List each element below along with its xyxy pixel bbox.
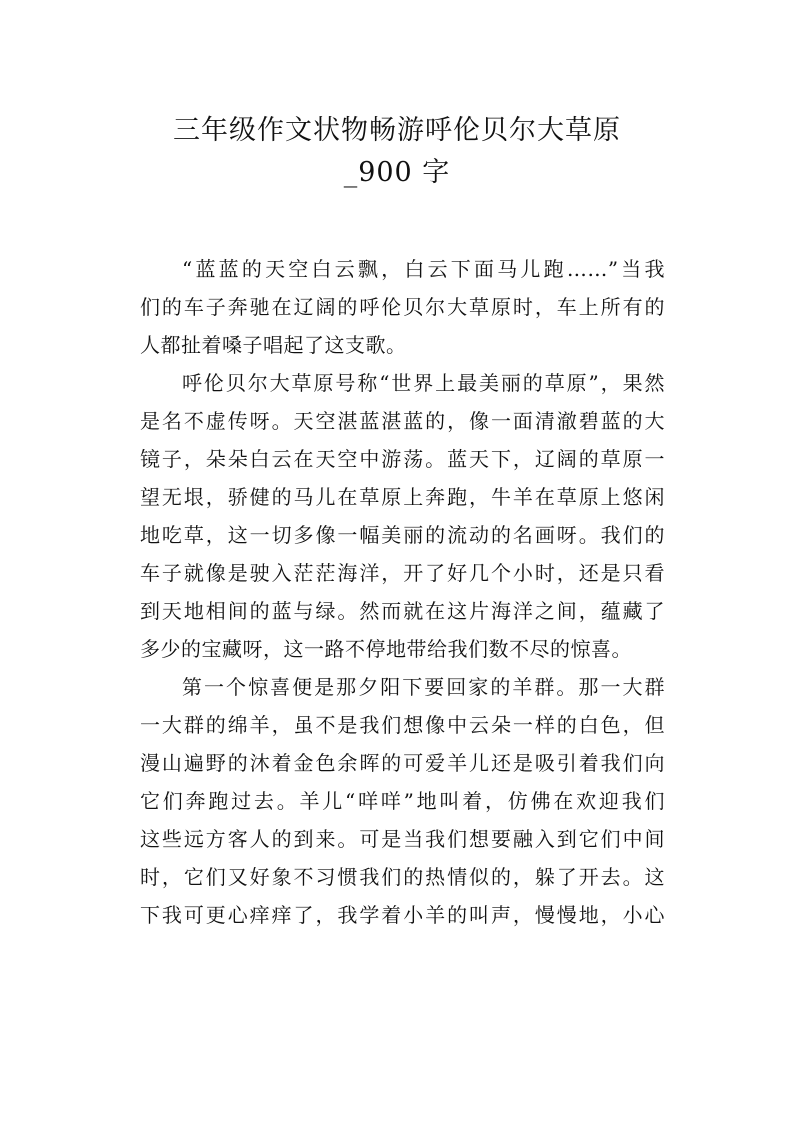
text-line: 到天地相间的蓝与绿。然而就在这片海洋之间，蕴藏了 (140, 599, 665, 623)
text-line: 时，它们又好象不习惯我们的热情似的，躲了开去。这 (140, 865, 665, 889)
text-line: 漫山遍野的沐着金色余晖的可爱羊儿还是吸引着我们向 (140, 751, 665, 775)
title-line-1: 三年级作文状物畅游呼伦贝尔大草原 (173, 115, 621, 146)
text-line: “蓝蓝的天空白云飘，白云下面马儿跑……”当我 (182, 257, 665, 281)
text-line: 下我可更心痒痒了，我学着小羊的叫声，慢慢地，小心 (140, 903, 665, 927)
text-line: 镜子，朵朵白云在天空中游荡。蓝天下，辽阔的草原一 (140, 447, 665, 471)
text-line: 第一个惊喜便是那夕阳下要回家的羊群。那一大群 (182, 675, 665, 699)
text-line: 它们奔跑过去。羊儿“咩咩”地叫着，仿佛在欢迎我们 (140, 789, 665, 813)
text-line: 地吃草，这一切多像一幅美丽的流动的名画呀。我们的 (140, 523, 665, 547)
text-line: 人都扯着嗓子唱起了这支歌。 (140, 333, 407, 357)
text-line: 望无垠，骄健的马儿在草原上奔跑，牛羊在草原上悠闲 (140, 485, 665, 509)
text-line: 们的车子奔驰在辽阔的呼伦贝尔大草原时，车上所有的 (140, 295, 665, 319)
text-line: 呼伦贝尔大草原号称“世界上最美丽的草原”，果然 (182, 371, 665, 395)
article-body (140, 250, 665, 934)
text-line: 这些远方客人的到来。可是当我们想要融入到它们中间 (140, 827, 665, 851)
text-line: 车子就像是驶入茫茫海洋，开了好几个小时，还是只看 (140, 561, 665, 585)
text-line: 多少的宝藏呀，这一路不停地带给我们数不尽的惊喜。 (140, 637, 632, 661)
title-line-2: _900 字 (343, 157, 451, 188)
text-line: 是名不虚传呀。天空湛蓝湛蓝的，像一面清澈碧蓝的大 (140, 409, 665, 433)
document-title (120, 110, 674, 194)
text-line: 一大群的绵羊，虽不是我们想像中云朵一样的白色，但 (140, 713, 665, 737)
